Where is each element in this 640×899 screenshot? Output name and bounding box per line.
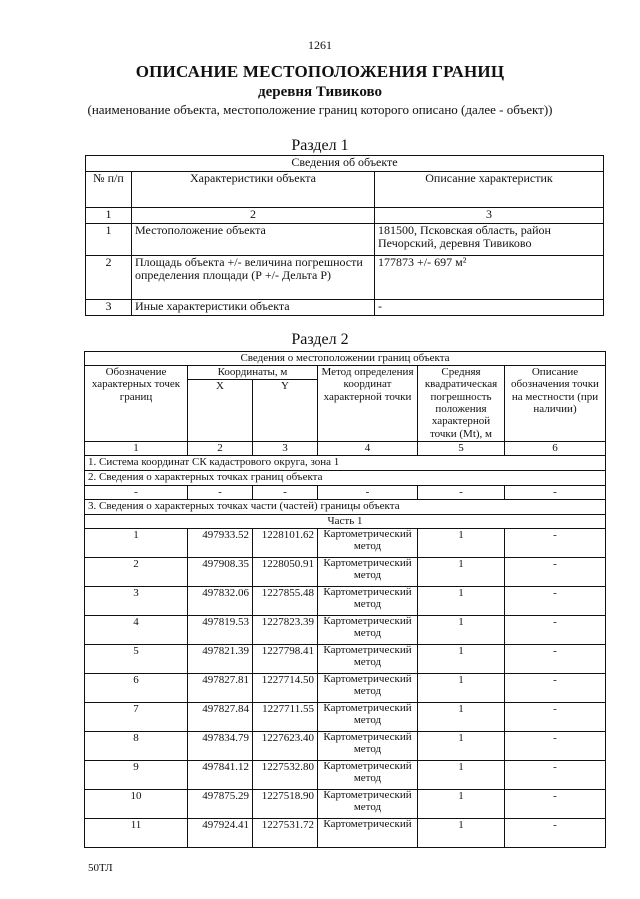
point-number: 5: [85, 645, 188, 674]
table-row: [85, 558, 606, 587]
row-characteristic: Иные характеристики объекта: [132, 300, 375, 316]
x-coord: 497841.12: [188, 761, 253, 790]
table-row: [85, 616, 606, 645]
accuracy: 1: [418, 558, 505, 587]
method: Картометрический метод: [318, 616, 418, 645]
row-characteristic: Площадь объекта +/- величина погрешности определения площади (Р +/- Дельта Р): [132, 256, 375, 300]
header-coordinates: Координаты, м: [188, 366, 318, 380]
boundary-points-table: [84, 351, 606, 848]
point-number: 1: [85, 529, 188, 558]
section2-caption: Сведения о местоположении границ объекта: [85, 352, 606, 366]
row-description: 181500, Псковская область, район Печорский, деревня Тивиково: [375, 224, 604, 256]
document-subtitle: (наименование объекта, местоположение границ которого описано (далее - объект)): [87, 102, 553, 117]
marker: -: [505, 558, 606, 587]
colnum: 1: [85, 442, 188, 456]
accuracy: 1: [418, 529, 505, 558]
point-number: 7: [85, 703, 188, 732]
empty-row: [85, 486, 606, 500]
row-num: 2: [86, 256, 132, 300]
document-title: ОПИСАНИЕ МЕСТОПОЛОЖЕНИЯ ГРАНИЦ: [135, 62, 505, 81]
x-coord: 497819.53: [188, 616, 253, 645]
table-row: [85, 819, 606, 848]
method: Картометрический метод: [318, 587, 418, 616]
section1-caption: Сведения об объекте: [86, 156, 604, 172]
accuracy: 1: [418, 819, 505, 848]
accuracy: 1: [418, 703, 505, 732]
parts-header-row: 3. Сведения о характерных точках части (частей) границы объекта: [85, 500, 606, 515]
method: Картометрический метод: [318, 761, 418, 790]
y-coord: 1228050.91: [253, 558, 318, 587]
table-row: [86, 300, 604, 316]
header-method: Метод определения координат характерной точки: [318, 366, 418, 442]
marker: -: [505, 732, 606, 761]
marker: -: [505, 819, 606, 848]
table-row: [86, 256, 604, 300]
header-point: Обозначение характерных точек границ: [85, 366, 188, 442]
table-row: [85, 674, 606, 703]
row-description: -: [375, 300, 604, 316]
section2-title: Раздел 2: [291, 331, 349, 348]
y-coord: 1227855.48: [253, 587, 318, 616]
colnum: 2: [132, 208, 375, 224]
x-coord: 497834.79: [188, 732, 253, 761]
accuracy: 1: [418, 732, 505, 761]
y-coord: 1227823.39: [253, 616, 318, 645]
table-row: [85, 587, 606, 616]
accuracy: 1: [418, 761, 505, 790]
colnum: 2: [188, 442, 253, 456]
object-info-table: [85, 155, 604, 316]
colnum: 5: [418, 442, 505, 456]
marker: -: [505, 761, 606, 790]
table-row: [85, 790, 606, 819]
coordinate-system-row: 1. Система координат СК кадастрового округа, зона 1: [85, 456, 606, 471]
table-row: [85, 761, 606, 790]
marker: -: [505, 645, 606, 674]
object-name: деревня Тивиково: [258, 84, 382, 100]
colnum: 3: [375, 208, 604, 224]
y-coord: 1227798.41: [253, 645, 318, 674]
section1-title: Раздел 1: [291, 137, 349, 154]
row-num: 1: [86, 224, 132, 256]
point-number: 2: [85, 558, 188, 587]
accuracy: 1: [418, 645, 505, 674]
header-y: Y: [253, 380, 318, 442]
marker: -: [505, 790, 606, 819]
x-coord: 497875.29: [188, 790, 253, 819]
header-num: № п/п: [86, 172, 132, 208]
x-coord: 497827.81: [188, 674, 253, 703]
table-row: [85, 732, 606, 761]
empty-cell: -: [318, 486, 418, 500]
method: Картометрический метод: [318, 790, 418, 819]
x-coord: 497924.41: [188, 819, 253, 848]
y-coord: 1227518.90: [253, 790, 318, 819]
row-description: 177873 +/- 697 м²: [375, 256, 604, 300]
y-coord: 1227623.40: [253, 732, 318, 761]
points-body: [85, 529, 606, 848]
empty-cell: -: [253, 486, 318, 500]
row-characteristic: Местоположение объекта: [132, 224, 375, 256]
point-number: 10: [85, 790, 188, 819]
empty-cell: -: [188, 486, 253, 500]
colnum: 1: [86, 208, 132, 224]
point-number: 3: [85, 587, 188, 616]
accuracy: 1: [418, 616, 505, 645]
accuracy: 1: [418, 587, 505, 616]
y-coord: 1227714.50: [253, 674, 318, 703]
table-row: [86, 224, 604, 256]
y-coord: 1227531.72: [253, 819, 318, 848]
marker: -: [505, 674, 606, 703]
x-coord: 497827.84: [188, 703, 253, 732]
colnum: 4: [318, 442, 418, 456]
empty-cell: -: [505, 486, 606, 500]
accuracy: 1: [418, 674, 505, 703]
table-row: [85, 703, 606, 732]
method: Картометрический: [318, 819, 418, 848]
method: Картометрический метод: [318, 732, 418, 761]
header-accuracy: Средняя квадратическая погрешность положения характерной точки (Mt), м: [418, 366, 505, 442]
accuracy: 1: [418, 790, 505, 819]
method: Картометрический метод: [318, 529, 418, 558]
point-number: 11: [85, 819, 188, 848]
empty-cell: -: [418, 486, 505, 500]
point-number: 4: [85, 616, 188, 645]
part-label: Часть 1: [85, 515, 606, 529]
header-characteristics: Характеристики объекта: [132, 172, 375, 208]
points-header-row: 2. Сведения о характерных точках границ объекта: [85, 471, 606, 486]
empty-cell: -: [85, 486, 188, 500]
x-coord: 497933.52: [188, 529, 253, 558]
row-num: 3: [86, 300, 132, 316]
page-number: 1261: [308, 38, 332, 52]
marker: -: [505, 703, 606, 732]
footer-code: 50ТЛ: [88, 862, 113, 874]
marker: -: [505, 587, 606, 616]
marker: -: [505, 616, 606, 645]
header-x: X: [188, 380, 253, 442]
table-row: [85, 529, 606, 558]
header-description: Описание характеристик: [375, 172, 604, 208]
y-coord: 1227532.80: [253, 761, 318, 790]
method: Картометрический метод: [318, 645, 418, 674]
y-coord: 1228101.62: [253, 529, 318, 558]
marker: -: [505, 529, 606, 558]
method: Картометрический метод: [318, 674, 418, 703]
point-number: 6: [85, 674, 188, 703]
table-row: [85, 645, 606, 674]
method: Картометрический метод: [318, 703, 418, 732]
colnum: 6: [505, 442, 606, 456]
x-coord: 497908.35: [188, 558, 253, 587]
point-number: 9: [85, 761, 188, 790]
x-coord: 497821.39: [188, 645, 253, 674]
point-number: 8: [85, 732, 188, 761]
colnum: 3: [253, 442, 318, 456]
y-coord: 1227711.55: [253, 703, 318, 732]
header-marker: Описание обозначения точки на местности (при наличии): [505, 366, 606, 442]
x-coord: 497832.06: [188, 587, 253, 616]
method: Картометрический метод: [318, 558, 418, 587]
